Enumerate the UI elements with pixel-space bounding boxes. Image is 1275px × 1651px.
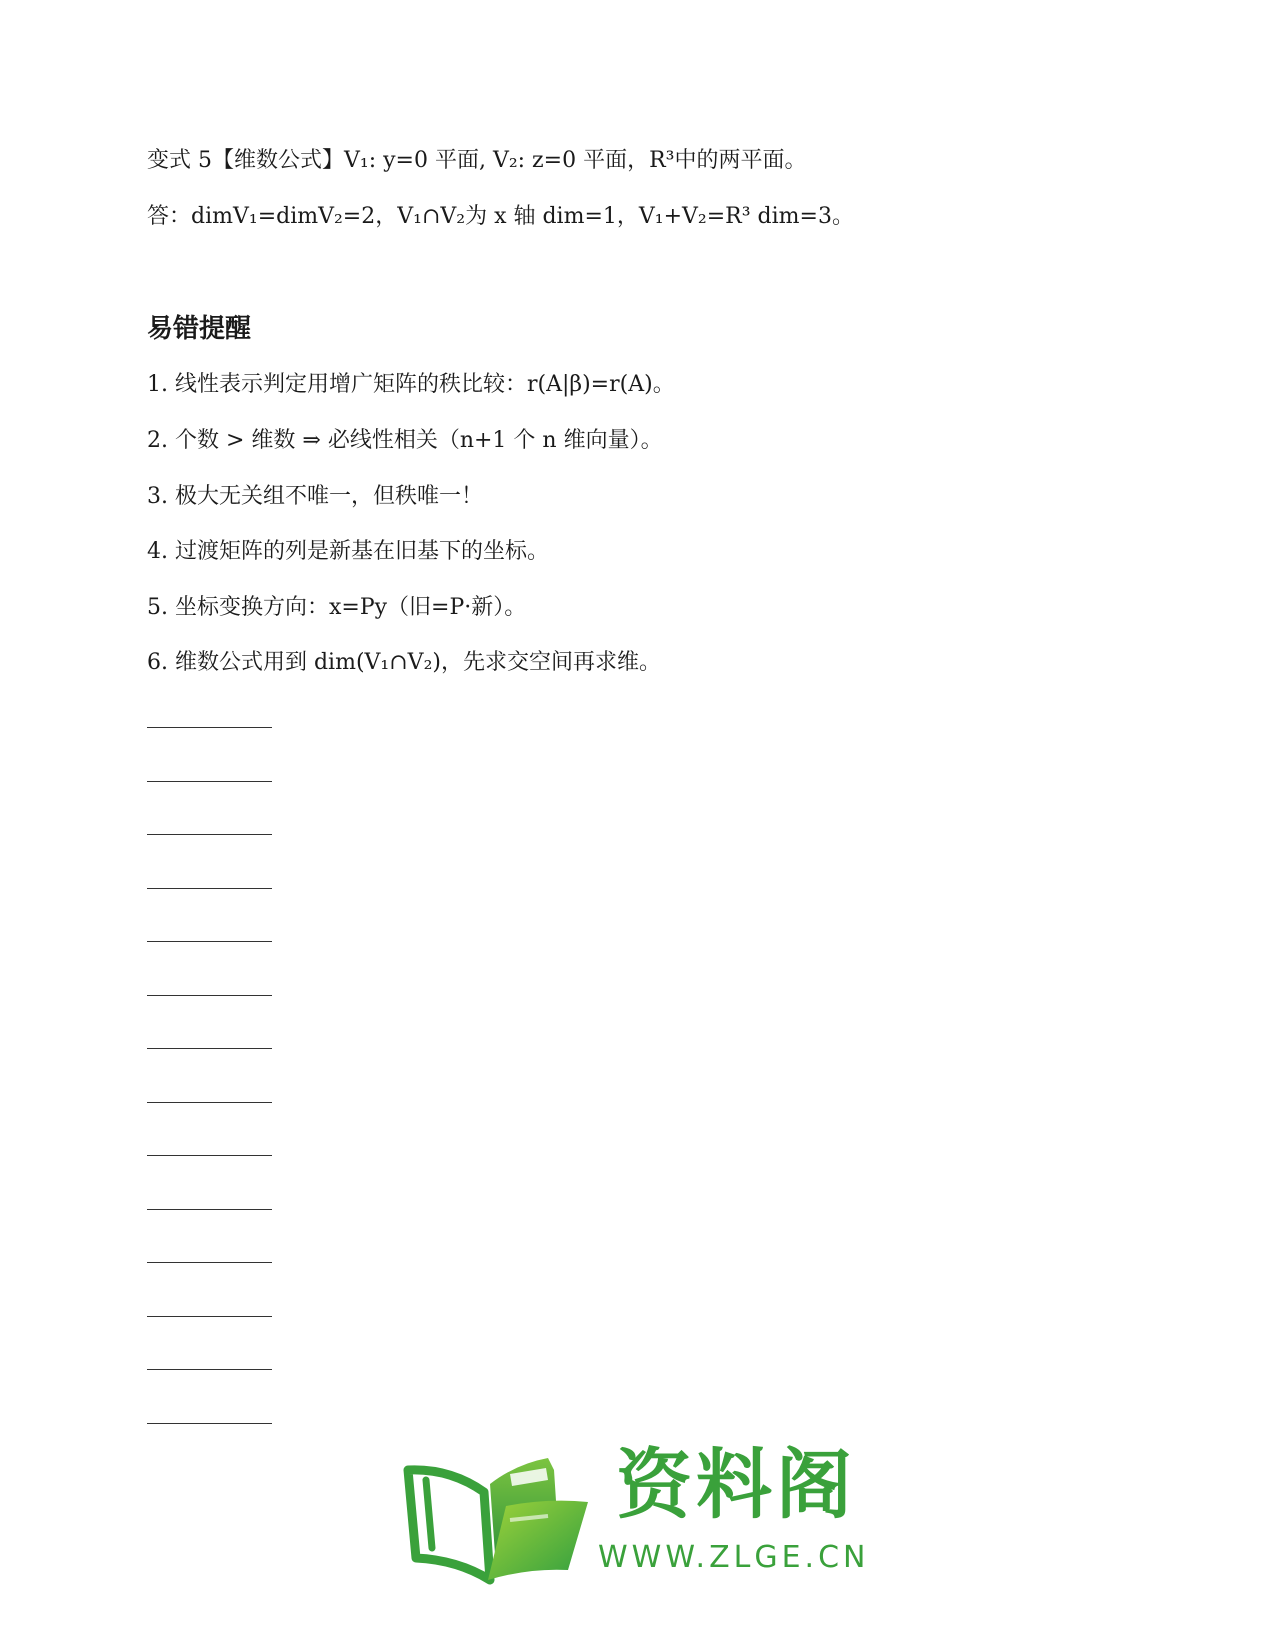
list-item: 4. 过渡矩阵的列是新基在旧基下的坐标。: [147, 539, 549, 564]
open-book-folder-icon: [398, 1440, 598, 1590]
blank-line: [147, 834, 272, 835]
section-title: 易错提醒: [147, 314, 252, 344]
list-item: 3. 极大无关组不唯一，但秩唯一！: [147, 484, 483, 509]
blank-line: [147, 941, 272, 942]
blank-line: [147, 1423, 272, 1424]
blank-line: [147, 1209, 272, 1210]
logo-url: WWW.ZLGE.CN: [598, 1540, 870, 1575]
blank-line: [147, 781, 272, 782]
blank-line: [147, 1048, 272, 1049]
blank-line: [147, 727, 272, 728]
blank-line: [147, 888, 272, 889]
logo-title: 资料阁: [616, 1440, 856, 1529]
list-item: 2. 个数 > 维数 ⇒ 必线性相关（n+1 个 n 维向量）。: [147, 428, 663, 453]
list-item: 1. 线性表示判定用增广矩阵的秩比较：r(A|β)=r(A)。: [147, 372, 675, 397]
zlge-logo: [398, 1440, 868, 1590]
blank-line: [147, 1316, 272, 1317]
blank-line: [147, 1262, 272, 1263]
blank-line: [147, 1102, 272, 1103]
blank-line: [147, 1369, 272, 1370]
blank-line: [147, 995, 272, 996]
list-item: 5. 坐标变换方向：x=Py（旧=P·新）。: [147, 595, 527, 620]
list-item: 6. 维数公式用到 dim(V₁∩V₂)，先求交空间再求维。: [147, 650, 661, 675]
variant-answer: 答：dimV₁=dimV₂=2，V₁∩V₂为 x 轴 dim=1，V₁+V₂=R³ dim=3。: [147, 204, 854, 229]
variant-question: 变式 5【维数公式】V₁: y=0 平面, V₂: z=0 平面，R³中的两平面。: [147, 148, 807, 173]
blank-line: [147, 1155, 272, 1156]
